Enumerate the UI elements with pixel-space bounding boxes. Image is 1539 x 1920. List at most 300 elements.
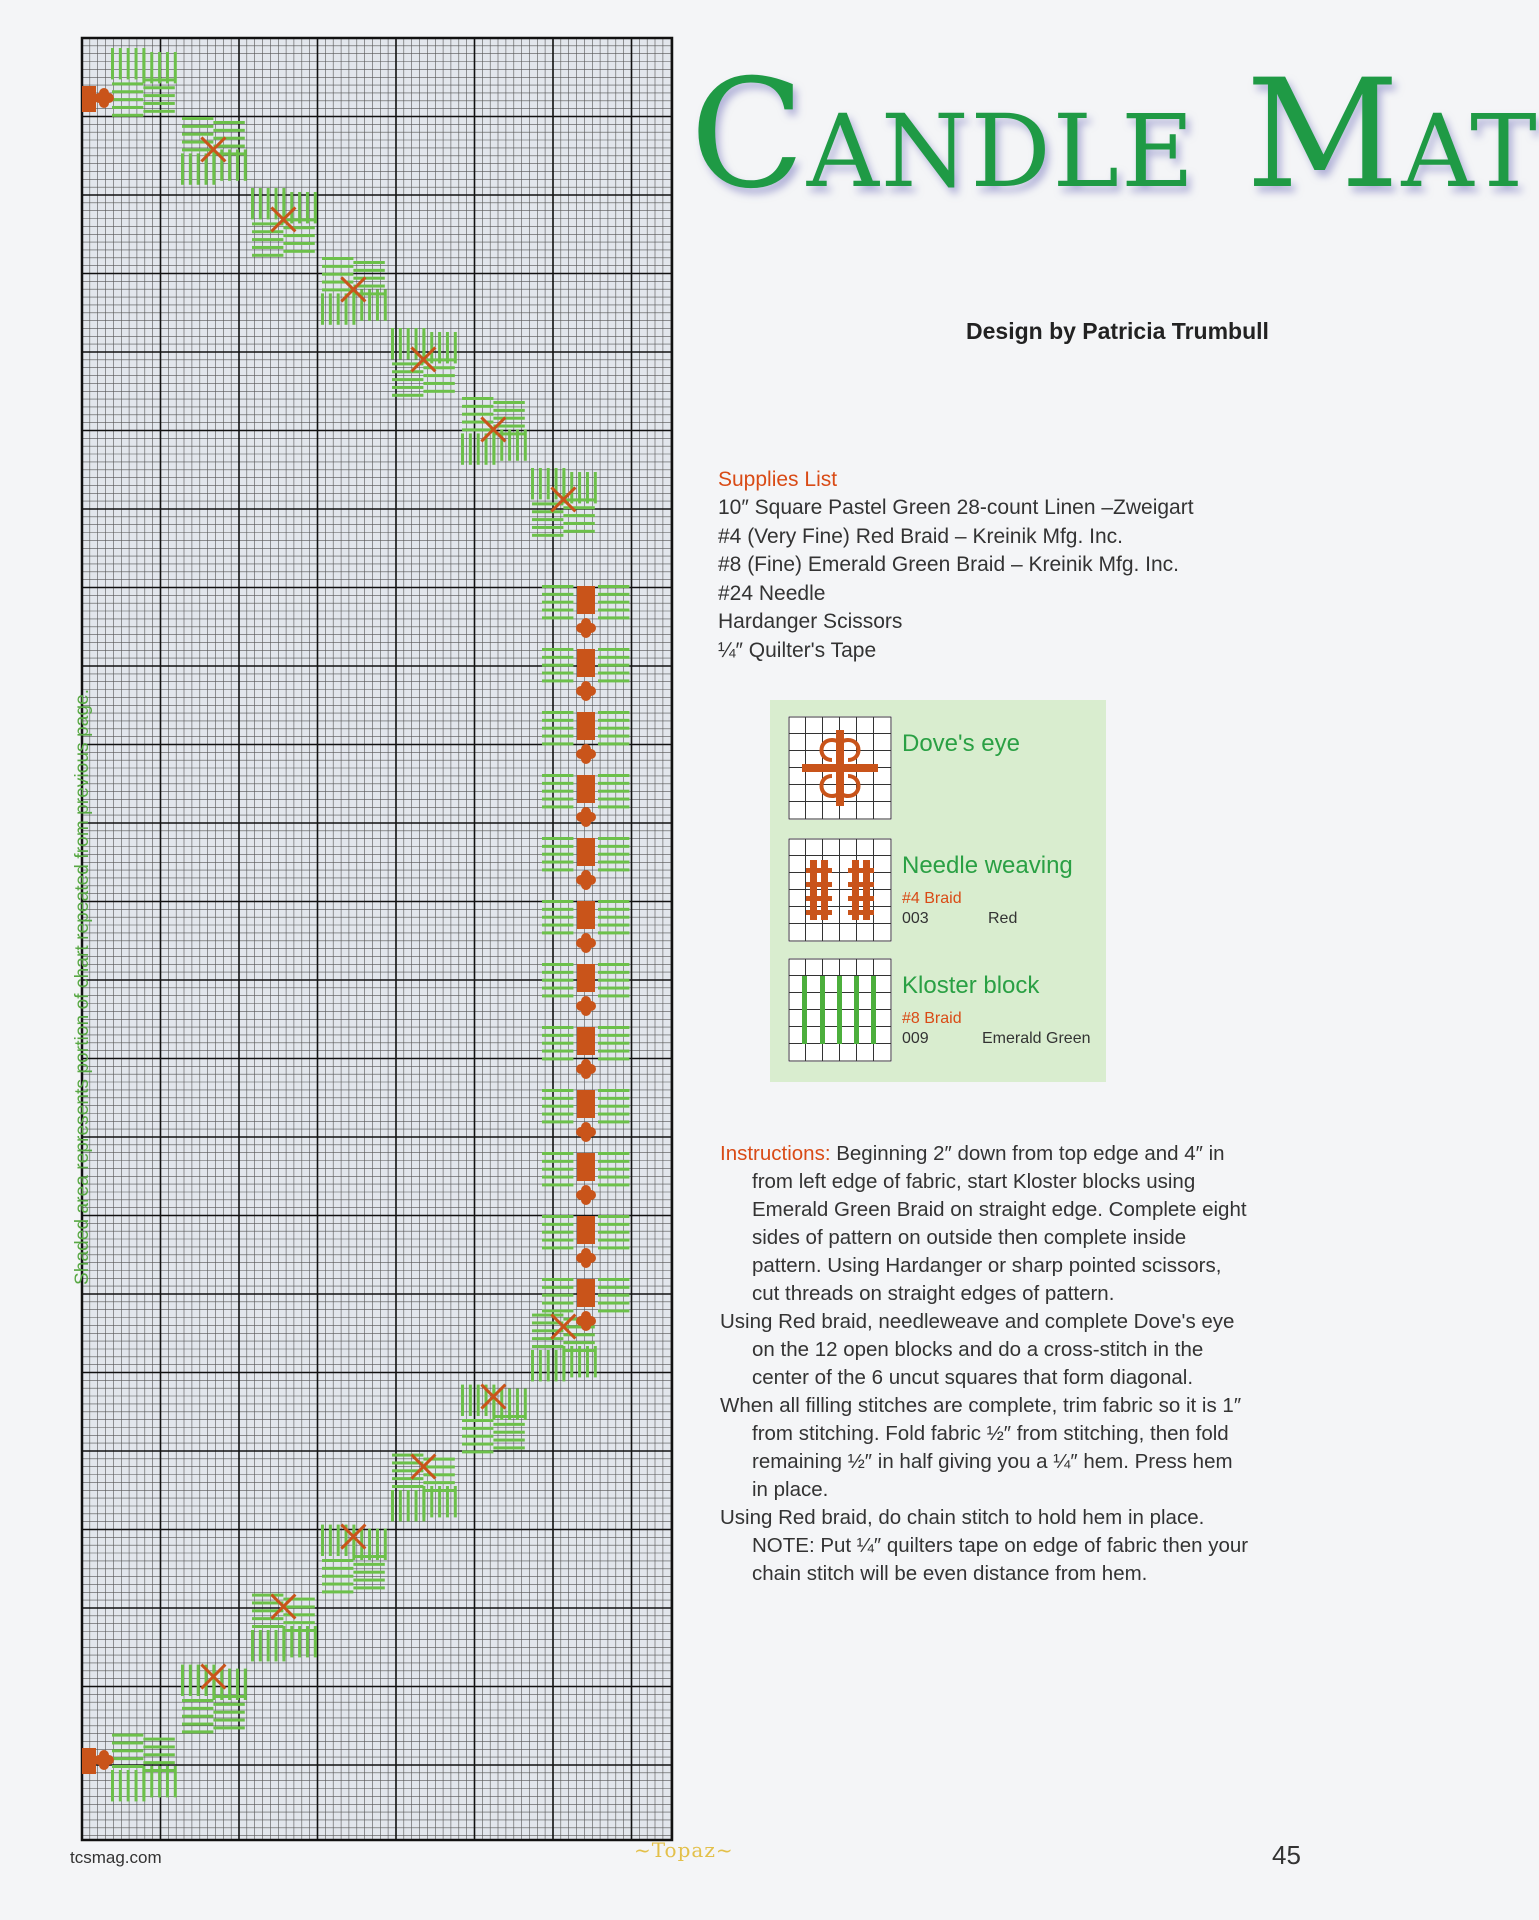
- kloster-block: [542, 916, 573, 919]
- kloster-block: [598, 1215, 629, 1218]
- kloster-block: [213, 1726, 244, 1729]
- doves-eye: [581, 817, 591, 827]
- instructions-paragraph: [720, 1140, 1250, 1308]
- kloster-block: [542, 774, 573, 777]
- kloster-block: [598, 853, 629, 856]
- legend-color-red: Red: [988, 910, 1018, 927]
- stitch-legend: [770, 700, 1106, 1082]
- kloster-block: [598, 1309, 629, 1312]
- kloster-block: [150, 1766, 153, 1797]
- kloster-block: [594, 1346, 597, 1377]
- kloster-block: [143, 1761, 174, 1764]
- kloster-block: [542, 1050, 573, 1053]
- instructions: [720, 1140, 1250, 1588]
- kloster-block: [542, 1120, 573, 1123]
- kloster-block: [212, 153, 215, 184]
- kloster-block: [252, 1625, 283, 1628]
- kloster-block: [143, 102, 174, 105]
- kloster-block: [542, 1183, 573, 1186]
- kloster-block: [407, 1490, 410, 1521]
- legend-title-kloster-block: Kloster block: [902, 972, 1040, 999]
- supply-item: Hardanger Scissors: [718, 610, 903, 633]
- title-second-rest: AT: [1401, 93, 1539, 210]
- kloster-block: [259, 1630, 262, 1661]
- kloster-block: [563, 514, 594, 517]
- kloster-block: [415, 1490, 418, 1521]
- kloster-block: [143, 86, 174, 89]
- kloster-block: [252, 1594, 283, 1597]
- kloster-block: [547, 1350, 550, 1381]
- kloster-block: [542, 1168, 573, 1171]
- kloster-block: [542, 1278, 573, 1281]
- supplies-heading: Supplies List: [718, 468, 838, 491]
- kloster-block: [598, 774, 629, 777]
- kloster-block: [181, 153, 184, 184]
- needle-weaving: [577, 649, 595, 677]
- kloster-block: [598, 987, 629, 990]
- kloster-block: [598, 845, 629, 848]
- kloster-block: [454, 332, 457, 363]
- kloster-block: [322, 1559, 353, 1562]
- kloster-block: [423, 390, 454, 393]
- doves-eye: [581, 618, 591, 628]
- doves-eye: [99, 1760, 109, 1770]
- kloster-block: [493, 1415, 524, 1418]
- footer-site: tcsmag.com: [70, 1848, 162, 1867]
- kloster-block: [212, 1665, 215, 1696]
- kloster-block: [469, 1385, 472, 1416]
- byline: Design by Patricia Trumbull: [966, 318, 1269, 344]
- kloster-block: [542, 837, 573, 840]
- kloster-block: [143, 1753, 174, 1756]
- kloster-block: [353, 1555, 384, 1558]
- kloster-block: [213, 121, 244, 124]
- kloster-block: [542, 1223, 573, 1226]
- kloster-block: [407, 328, 410, 359]
- title-second-cap: M: [1245, 48, 1402, 222]
- kloster-block: [392, 378, 423, 381]
- doves-eye: [581, 933, 591, 943]
- kloster-block: [598, 971, 629, 974]
- kloster-block: [531, 1350, 534, 1381]
- kloster-block: [353, 1571, 384, 1574]
- kloster-block: [598, 664, 629, 667]
- kloster-block: [462, 413, 493, 416]
- kloster-block: [322, 265, 353, 268]
- kloster-block: [112, 98, 143, 101]
- kloster-block: [392, 394, 423, 397]
- kloster-block: [542, 664, 573, 667]
- kloster-block: [392, 370, 423, 373]
- doves-eye-icon: [788, 716, 892, 820]
- kloster-block: [321, 293, 324, 324]
- supply-item: #8 (Fine) Emerald Green Braid – Kreinik Mfg. Inc.: [718, 553, 1180, 576]
- kloster-block-icon: [788, 958, 892, 1062]
- kloster-block: [563, 530, 594, 533]
- kloster-block: [493, 1446, 524, 1449]
- doves-eye: [581, 1321, 591, 1331]
- title-first-rest: ANDLE: [806, 93, 1197, 210]
- kloster-block: [542, 1231, 573, 1234]
- legend-number-red: 003: [902, 910, 929, 927]
- kloster-block: [142, 52, 145, 83]
- kloster-block: [578, 472, 581, 503]
- kloster-block: [598, 1105, 629, 1108]
- kloster-block: [322, 288, 353, 291]
- kloster-block: [542, 971, 573, 974]
- kloster-block: [112, 1757, 143, 1760]
- kloster-block: [182, 133, 213, 136]
- kloster-block: [555, 1350, 558, 1381]
- kloster-block: [598, 1286, 629, 1289]
- legend-title-doves-eye: Dove's eye: [902, 730, 1020, 757]
- kloster-block: [213, 1711, 244, 1714]
- needle-weaving: [577, 964, 595, 992]
- kloster-block: [598, 1168, 629, 1171]
- kloster-block: [306, 1626, 309, 1657]
- kloster-block: [337, 1525, 340, 1556]
- kloster-block: [542, 798, 573, 801]
- kloster-block: [329, 293, 332, 324]
- kloster-block: [182, 125, 213, 128]
- kloster-block: [462, 405, 493, 408]
- kloster-block: [492, 433, 495, 464]
- kloster-block: [290, 192, 293, 223]
- kloster-block: [586, 472, 589, 503]
- legend-braid-red: #4 Braid: [902, 890, 962, 907]
- kloster-block: [290, 1626, 293, 1657]
- kloster-block: [143, 1745, 174, 1748]
- kloster-block: [174, 1766, 177, 1797]
- kloster-block: [391, 1490, 394, 1521]
- supply-item: #4 (Very Fine) Red Braid – Kreinik Mfg. Inc.: [718, 524, 1123, 548]
- kloster-block: [493, 1431, 524, 1434]
- kloster-block: [182, 1723, 213, 1726]
- needle-weaving: [577, 1027, 595, 1055]
- kloster-block: [598, 924, 629, 927]
- kloster-block: [598, 805, 629, 808]
- kloster-block: [142, 1766, 145, 1797]
- kloster-block: [461, 433, 464, 464]
- kloster-block: [598, 616, 629, 619]
- doves-eye: [581, 1185, 591, 1195]
- kloster-block: [112, 1749, 143, 1752]
- kloster-block: [353, 1586, 384, 1589]
- kloster-block: [283, 242, 314, 245]
- kloster-block: [423, 1465, 454, 1468]
- kloster-block: [150, 52, 153, 83]
- kloster-block: [275, 1630, 278, 1661]
- kloster-block: [598, 1026, 629, 1029]
- kloster-block: [259, 188, 262, 219]
- kloster-block: [598, 1223, 629, 1226]
- kloster-block: [252, 238, 283, 241]
- kloster-block: [353, 261, 384, 264]
- doves-eye: [581, 1059, 591, 1069]
- doves-eye: [581, 628, 591, 638]
- kloster-block: [112, 82, 143, 85]
- kloster-block: [542, 672, 573, 675]
- kloster-block: [542, 908, 573, 911]
- kloster-block: [598, 900, 629, 903]
- title-first-cap: C: [690, 48, 807, 222]
- kloster-block: [322, 1583, 353, 1586]
- kloster-block: [539, 468, 542, 499]
- kloster-block: [353, 269, 384, 272]
- kloster-block: [267, 188, 270, 219]
- kloster-block: [542, 900, 573, 903]
- kloster-block: [542, 845, 573, 848]
- kloster-block: [542, 609, 573, 612]
- kloster-block: [563, 1341, 594, 1344]
- kloster-block: [189, 1665, 192, 1696]
- page-number: 45: [1272, 1840, 1301, 1870]
- kloster-block: [542, 1089, 573, 1092]
- kloster-block: [542, 742, 573, 745]
- kloster-block: [322, 273, 353, 276]
- kloster-block: [283, 1613, 314, 1616]
- kloster-block: [423, 366, 454, 369]
- kloster-block: [542, 987, 573, 990]
- kloster-block: [542, 648, 573, 651]
- kloster-block: [598, 1057, 629, 1060]
- kloster-block: [532, 1345, 563, 1348]
- kloster-block: [430, 332, 433, 363]
- kloster-block: [392, 1485, 423, 1488]
- kloster-block: [598, 1089, 629, 1092]
- kloster-block: [127, 48, 130, 79]
- kloster-block: [322, 1575, 353, 1578]
- kloster-block: [314, 192, 317, 223]
- kloster-block: [399, 1490, 402, 1521]
- kloster-block: [251, 188, 254, 219]
- kloster-block: [542, 616, 573, 619]
- doves-eye: [581, 807, 591, 817]
- kloster-block: [542, 1215, 573, 1218]
- kloster-block: [423, 374, 454, 377]
- kloster-block: [542, 805, 573, 808]
- doves-eye: [581, 943, 591, 953]
- kloster-block: [392, 1454, 423, 1457]
- kloster-block: [542, 1302, 573, 1305]
- kloster-block: [182, 1699, 213, 1702]
- kloster-block: [322, 1567, 353, 1570]
- kloster-block: [493, 1439, 524, 1442]
- kloster-block: [598, 1097, 629, 1100]
- kloster-block: [598, 1160, 629, 1163]
- kloster-block: [283, 1605, 314, 1608]
- kloster-block: [542, 979, 573, 982]
- kloster-block: [423, 1473, 454, 1476]
- kloster-block: [598, 679, 629, 682]
- kloster-block: [189, 153, 192, 184]
- kloster-block: [586, 1346, 589, 1377]
- kloster-block: [598, 1042, 629, 1045]
- kloster-block: [166, 52, 169, 83]
- kloster-block: [493, 417, 524, 420]
- doves-eye: [581, 1195, 591, 1205]
- doves-eye: [581, 1248, 591, 1258]
- kloster-block: [446, 332, 449, 363]
- kloster-block: [423, 382, 454, 385]
- kloster-block: [598, 916, 629, 919]
- kloster-block: [598, 1176, 629, 1179]
- doves-eye: [581, 1069, 591, 1079]
- kloster-block: [598, 648, 629, 651]
- legend-braid-green: #8 Braid: [902, 1010, 962, 1027]
- kloster-block: [598, 672, 629, 675]
- needle-weaving: [577, 1216, 595, 1244]
- kloster-block: [542, 931, 573, 934]
- kloster-block: [112, 106, 143, 109]
- kloster-block: [542, 1034, 573, 1037]
- kloster-block: [542, 861, 573, 864]
- needle-weaving: [577, 838, 595, 866]
- kloster-block: [462, 1427, 493, 1430]
- kloster-block: [542, 1176, 573, 1179]
- kloster-block: [267, 1630, 270, 1661]
- doves-eye: [581, 1311, 591, 1321]
- kloster-block: [542, 679, 573, 682]
- legend-number-green: 009: [902, 1030, 929, 1047]
- kloster-block: [353, 277, 384, 280]
- kloster-block: [542, 1057, 573, 1060]
- kloster-block: [598, 656, 629, 659]
- needle-weaving: [577, 775, 595, 803]
- kloster-block: [392, 386, 423, 389]
- kloster-block: [252, 1617, 283, 1620]
- kloster-block: [542, 719, 573, 722]
- kloster-block: [598, 1183, 629, 1186]
- footer-mark: ~Topaz~: [634, 1838, 734, 1862]
- kloster-block: [135, 1770, 138, 1801]
- kloster-block: [598, 963, 629, 966]
- kloster-block: [182, 117, 213, 120]
- kloster-block: [213, 1719, 244, 1722]
- supplies-list: [718, 468, 1258, 665]
- kloster-block: [493, 409, 524, 412]
- page-title: [690, 48, 1539, 222]
- kloster-block: [352, 1525, 355, 1556]
- kloster-block: [563, 506, 594, 509]
- kloster-block: [135, 48, 138, 79]
- kloster-block: [353, 1563, 384, 1566]
- kloster-block: [283, 1621, 314, 1624]
- kloster-block: [598, 719, 629, 722]
- instructions-lead: Instructions:: [720, 1142, 831, 1165]
- kloster-block: [298, 192, 301, 223]
- supply-item: 10″ Square Pastel Green 28-count Linen –Zweigart: [718, 496, 1194, 519]
- kloster-block: [542, 782, 573, 785]
- kloster-block: [598, 585, 629, 588]
- kloster-block: [563, 522, 594, 525]
- kloster-block: [213, 137, 244, 140]
- kloster-block: [542, 1113, 573, 1116]
- doves-eye: [581, 691, 591, 701]
- kloster-block: [532, 1337, 563, 1340]
- kloster-block: [143, 94, 174, 97]
- chart-edge-mark: [82, 1748, 96, 1774]
- kloster-block: [197, 1665, 200, 1696]
- legend-color-green: Emerald Green: [982, 1030, 1091, 1047]
- instructions-paragraph: When all filling stitches are complete, trim fabric so it is 1″ from stitching. Fold fabric ½″ from stitching, then fold remaining ½″ in half giving you a ¼″ hem. Press hem in place.: [720, 1394, 1242, 1501]
- kloster-block: [598, 908, 629, 911]
- kloster-block: [542, 1105, 573, 1108]
- kloster-block: [531, 468, 534, 499]
- doves-eye: [581, 1132, 591, 1142]
- stitch-chart: [82, 38, 672, 1840]
- kloster-block: [598, 601, 629, 604]
- kloster-block: [598, 742, 629, 745]
- kloster-block: [462, 428, 493, 431]
- kloster-block: [598, 931, 629, 934]
- kloster-block: [462, 1435, 493, 1438]
- kloster-block: [182, 1707, 213, 1710]
- kloster-block: [598, 782, 629, 785]
- kloster-block: [213, 1695, 244, 1698]
- doves-eye: [581, 880, 591, 890]
- instructions-text-1: Beginning 2″ down from top edge and 4″ in from left edge of fabric, start Kloster blocks using Emerald Green Braid on straight edge. Complete eight sides of pattern on outside then complete inside pattern. Using Hardanger or sharp pointed scissors, cut threads on straight edges of pattern.: [752, 1142, 1247, 1305]
- kloster-block: [598, 979, 629, 982]
- kloster-block: [598, 994, 629, 997]
- kloster-block: [542, 735, 573, 738]
- kloster-block: [337, 293, 340, 324]
- kloster-block: [547, 468, 550, 499]
- kloster-block: [598, 790, 629, 793]
- doves-eye: [581, 870, 591, 880]
- needle-weaving: [577, 712, 595, 740]
- kloster-block: [542, 853, 573, 856]
- needle-weaving: [577, 901, 595, 929]
- kloster-block: [181, 1665, 184, 1696]
- kloster-block: [430, 1486, 433, 1517]
- kloster-block: [542, 1246, 573, 1249]
- kloster-block: [598, 861, 629, 864]
- kloster-block: [598, 735, 629, 738]
- kloster-block: [598, 1231, 629, 1234]
- kloster-block: [127, 1770, 130, 1801]
- kloster-block: [462, 397, 493, 400]
- kloster-block: [391, 328, 394, 359]
- kloster-block: [306, 192, 309, 223]
- needle-weaving: [577, 1153, 595, 1181]
- kloster-block: [322, 257, 353, 260]
- kloster-block: [542, 593, 573, 596]
- kloster-block: [594, 472, 597, 503]
- kloster-block: [532, 510, 563, 513]
- kloster-block: [283, 226, 314, 229]
- kloster-block: [422, 1486, 425, 1517]
- kloster-block: [197, 153, 200, 184]
- kloster-block: [598, 711, 629, 714]
- kloster-block: [598, 1239, 629, 1242]
- kloster-block: [282, 1626, 285, 1657]
- kloster-block: [598, 1294, 629, 1297]
- instructions-paragraph: Using Red braid, needleweave and complete Dove's eye on the 12 open blocks and do a cross-stitch in the center of the 6 uncut squares that form diagonal.: [720, 1310, 1235, 1389]
- kloster-block: [322, 1590, 353, 1593]
- kloster-block: [329, 1525, 332, 1556]
- kloster-block: [598, 1034, 629, 1037]
- legend-title-needle-weaving: Needle weaving: [902, 852, 1073, 879]
- kloster-block: [563, 1333, 594, 1336]
- doves-eye: [99, 98, 109, 108]
- kloster-block: [469, 433, 472, 464]
- kloster-block: [570, 472, 573, 503]
- doves-eye: [581, 744, 591, 754]
- kloster-block: [598, 609, 629, 612]
- kloster-block: [598, 1302, 629, 1305]
- kloster-block: [542, 1286, 573, 1289]
